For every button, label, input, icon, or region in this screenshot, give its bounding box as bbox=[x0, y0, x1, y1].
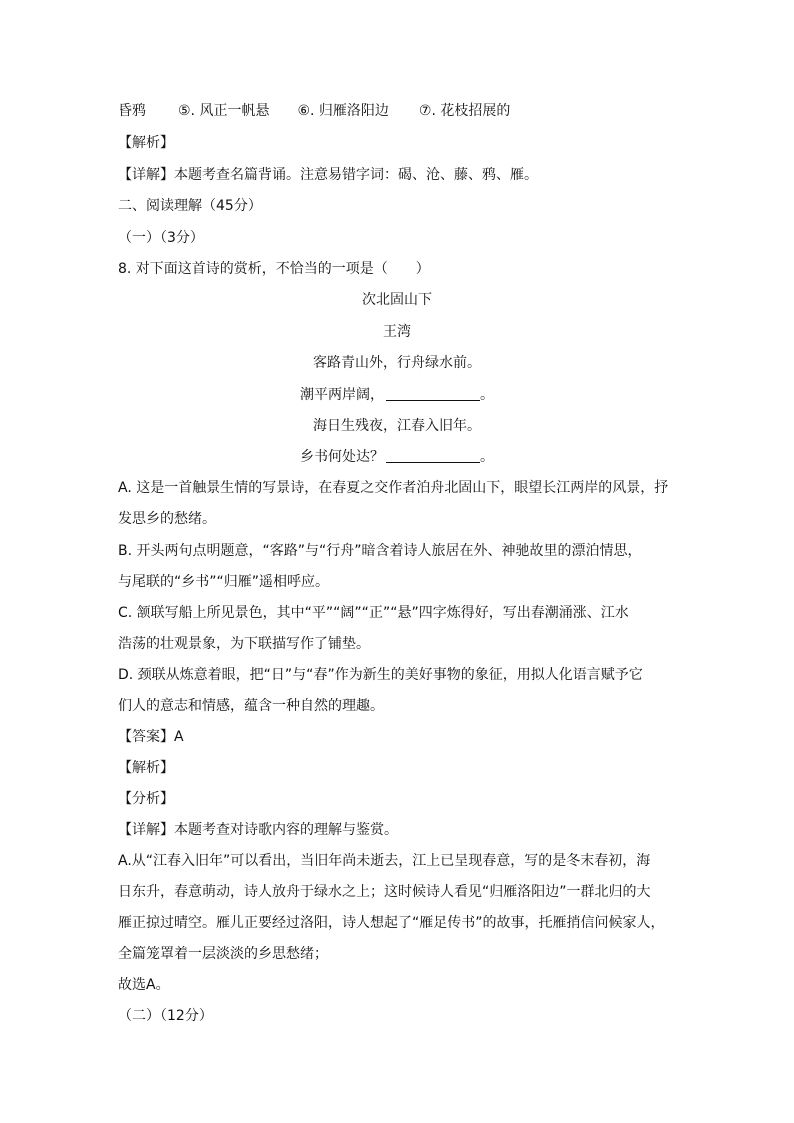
detail-explanation: 【详解】本题考查名篇背诵。注意易错字词：碣、沧、藤、鸦、雁。 bbox=[118, 167, 538, 183]
choice-conclusion: 故选A。 bbox=[118, 977, 170, 993]
part-heading: （一）（3分） bbox=[118, 230, 204, 246]
analysis-heading-2: 【解析】 bbox=[118, 760, 174, 776]
option-c-line-2: 浩荡的壮观景象，为下联描写作了铺垫。 bbox=[118, 636, 370, 652]
fill-in-blank bbox=[386, 448, 480, 463]
poem-line-2-end: 。 bbox=[480, 387, 494, 403]
answer-heading: 【答案】A bbox=[118, 729, 184, 745]
option-b-line-2: 与尾联的“乡书”“归雁”遥相呼应。 bbox=[118, 574, 330, 590]
poem-line-2 bbox=[0, 385, 794, 405]
section-heading: 二、阅读理解（45分） bbox=[118, 198, 262, 214]
option-c-line-1: C. 颔联写船上所见景色，其中“平”“阔”“正”“悬”四字炼得好，写出春潮涌涨、江水 bbox=[118, 605, 629, 621]
poem-line-4-end: 。 bbox=[480, 449, 494, 465]
answer-line-top bbox=[118, 101, 510, 121]
option-b-line-1: B. 开头两句点明题意，“客路”与“行舟”暗含着诗人旅居在外、神驰故里的漂泊情思， bbox=[118, 543, 642, 559]
poem-line-2-text: 潮平两岸阔， bbox=[300, 387, 384, 403]
analysis-sub-heading: 【分析】 bbox=[118, 791, 174, 807]
part-heading-2: （二）（12分） bbox=[118, 1008, 213, 1024]
analysis-heading: 【解析】 bbox=[118, 135, 174, 151]
poem-line-1: 客路青山外，行舟绿水前。 bbox=[313, 355, 481, 371]
poem-author: 王湾 bbox=[383, 324, 411, 340]
explanation-line-3: 雁正掠过晴空。雁儿正要经过洛阳，诗人想起了“雁足传书”的故事，托雁捎信问候家人， bbox=[118, 915, 665, 931]
fill-in-blank bbox=[386, 386, 480, 401]
explanation-line-4: 全篇笼罩着一层淡淡的乡思愁绪； bbox=[118, 946, 328, 962]
option-d-line-2: 们人的意志和情感，蕴含一种自然的理趣。 bbox=[118, 698, 384, 714]
question-8: 8. 对下面这首诗的赏析，不恰当的一项是（ ） bbox=[118, 261, 430, 277]
poem-line-3: 海日生残夜，江春入旧年。 bbox=[313, 418, 481, 434]
answer-item-6: ⑥. 归雁洛阳边 bbox=[297, 103, 389, 119]
explanation-line-2: 日东升，春意萌动，诗人放舟于绿水之上；这时候诗人看见“归雁洛阳边”一群北归的大 bbox=[118, 884, 651, 900]
answer-fragment: 昏鸦 bbox=[118, 103, 146, 119]
explanation-line-1: A.从“江春入旧年”可以看出，当旧年尚未逝去，江上已呈现春意，写的是冬末春初，海 bbox=[118, 853, 651, 869]
option-a-line-2: 发思乡的愁绪。 bbox=[118, 511, 216, 527]
option-d-line-1: D. 颈联从炼意着眼，把“日”与“春”作为新生的美好事物的象征，用拟人化语言赋予它 bbox=[118, 667, 643, 683]
poem-title: 次北固山下 bbox=[362, 292, 432, 308]
option-a-line-1: A. 这是一首触景生情的写景诗，在春夏之交作者泊舟北固山下，眼望长江两岸的风景，抒 bbox=[118, 480, 669, 496]
poem-line-4-text: 乡书何处达？ bbox=[300, 449, 384, 465]
answer-item-5: ⑤. 风正一帆悬 bbox=[178, 103, 270, 119]
answer-item-7: ⑦. 花枝招展的 bbox=[418, 103, 511, 119]
poem-line-4 bbox=[0, 447, 794, 467]
detail-explanation-2: 【详解】本题考查对诗歌内容的理解与鉴赏。 bbox=[118, 822, 398, 838]
